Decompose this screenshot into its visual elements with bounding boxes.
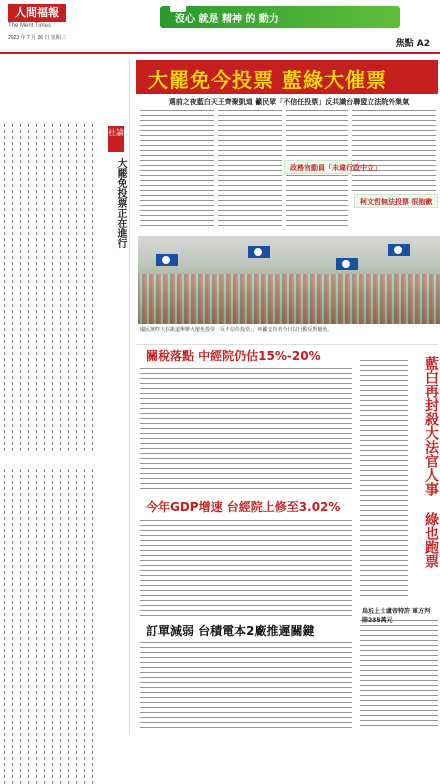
date: 2023 年 7 月 26 日 星期三 [8,35,66,41]
article-title: 訂單減弱 台積電本2廠推遲關鍵 [146,624,315,638]
logo-en: The Merit Times [8,23,52,29]
article-text [360,620,438,730]
side-headline: 政務官動員「未違行政中立」 [290,164,381,172]
vertical-headline [412,356,438,568]
news-photo [138,236,440,324]
flag-icon [248,246,270,258]
editorial-text [4,124,102,784]
article-text [140,368,352,492]
article-title: 關稅落點 中經院仍估15%-20% [146,349,321,363]
article-text [140,110,214,228]
divider [136,344,438,345]
vertical-headline-text: 藍白再封殺大法官人事 綠也跑票 [423,356,439,568]
flag-icon [156,254,178,266]
article-text [140,520,352,616]
motto: 沒心 就是 精神 的 動力 [175,14,279,25]
editorial-column [0,60,130,735]
photo-caption: 國民黨昨天在凱道舉辦大罷免投票「反不信任投票」，呼籲支持者今日以行動反對罷免。 [140,327,333,333]
masthead [0,0,440,54]
article-text [218,110,282,228]
editorial-tag: 社論 [108,126,124,152]
section-title: 焦點 A2 [395,39,430,49]
article-text [140,642,352,730]
flag-icon [336,258,358,270]
headline: 大罷免今投票 藍綠大催票 [148,68,387,92]
logo: 人間福報 [8,4,66,22]
article-title: 今年GDP增速 台經院上修至3.02% [146,500,341,514]
article-text [352,110,436,194]
right-subheadline: 烏坵上士盧帝特許 軍方判賠235萬元 [362,608,431,624]
editorial-title: 大罷免投票正在進行 [115,158,126,248]
article-text [360,360,408,600]
flag-icon [388,244,410,256]
side-headline: 柯文哲無法投票 很抱歉 [360,198,433,206]
subheadline: 選前之夜藍白天王齊聚凱道 籲民眾「不信任投票」反共識台聯盟立法院外集氣 [168,98,410,106]
